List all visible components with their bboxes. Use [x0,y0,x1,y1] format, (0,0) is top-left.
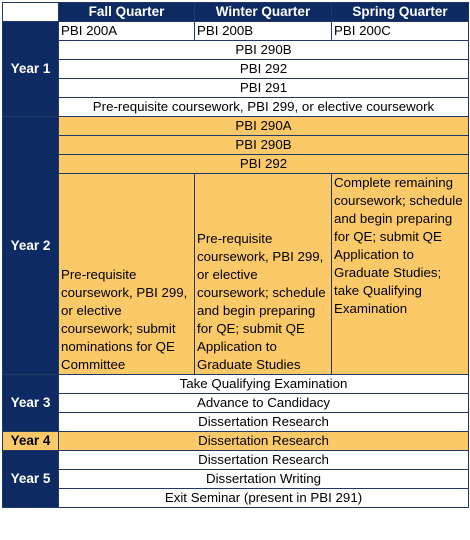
year2-winter-activities: Pre-requisite coursework, PBI 299, or elective coursework; schedule and begin preparing for QE; submit QE Application to Graduate Studies [195,174,332,375]
year5-row-3 [3,489,469,508]
year2-course-290a: PBI 290A [59,117,469,136]
year1-course-292: PBI 292 [59,60,469,79]
corner-cell [3,3,59,22]
year3-dissertation-research: Dissertation Research [59,413,469,432]
year2-course-292: PBI 292 [59,155,469,174]
year2-row-4 [3,174,469,375]
year1-course-290b: PBI 290B [59,41,469,60]
year1-fall-course: PBI 200A [59,22,195,41]
year4-dissertation-research: Dissertation Research [59,432,469,451]
year3-candidacy: Advance to Candidacy [59,394,469,413]
year1-row-2 [3,41,469,60]
year2-spring-activities: Complete remaining coursework; schedule and begin preparing for QE; submit QE Application to Graduate Studies; take Qualifying Examination [332,174,469,375]
year5-dissertation-writing: Dissertation Writing [59,470,469,489]
year4-row-1 [3,432,469,451]
year3-row-1 [3,375,469,394]
header-row [3,3,469,22]
year2-course-290b: PBI 290B [59,136,469,155]
year1-row-5 [3,98,469,117]
year3-qualifying-exam: Take Qualifying Examination [59,375,469,394]
year5-exit-seminar: Exit Seminar (present in PBI 291) [59,489,469,508]
year1-label: Year 1 [3,22,59,117]
year2-row-3 [3,155,469,174]
year1-row-4 [3,79,469,98]
year1-row-1 [3,22,469,41]
year2-row-2 [3,136,469,155]
year3-row-3 [3,413,469,432]
degree-timeline-table [2,2,469,508]
year1-spring-course: PBI 200C [332,22,469,41]
year2-fall-activities: Pre-requisite coursework, PBI 299, or elective coursework; submit nominations for QE Committee [59,174,195,375]
year5-row-1 [3,451,469,470]
year1-prereq-note: Pre-requisite coursework, PBI 299, or elective coursework [59,98,469,117]
year5-row-2 [3,470,469,489]
year3-row-2 [3,394,469,413]
year1-course-291: PBI 291 [59,79,469,98]
year5-label: Year 5 [3,451,59,508]
year2-label: Year 2 [3,117,59,375]
year4-label: Year 4 [3,432,59,451]
header-spring-quarter: Spring Quarter [332,3,469,22]
header-fall-quarter: Fall Quarter [59,3,195,22]
header-winter-quarter: Winter Quarter [195,3,332,22]
year5-dissertation-research: Dissertation Research [59,451,469,470]
year1-row-3 [3,60,469,79]
year2-row-1 [3,117,469,136]
year1-winter-course: PBI 200B [195,22,332,41]
year3-label: Year 3 [3,375,59,432]
